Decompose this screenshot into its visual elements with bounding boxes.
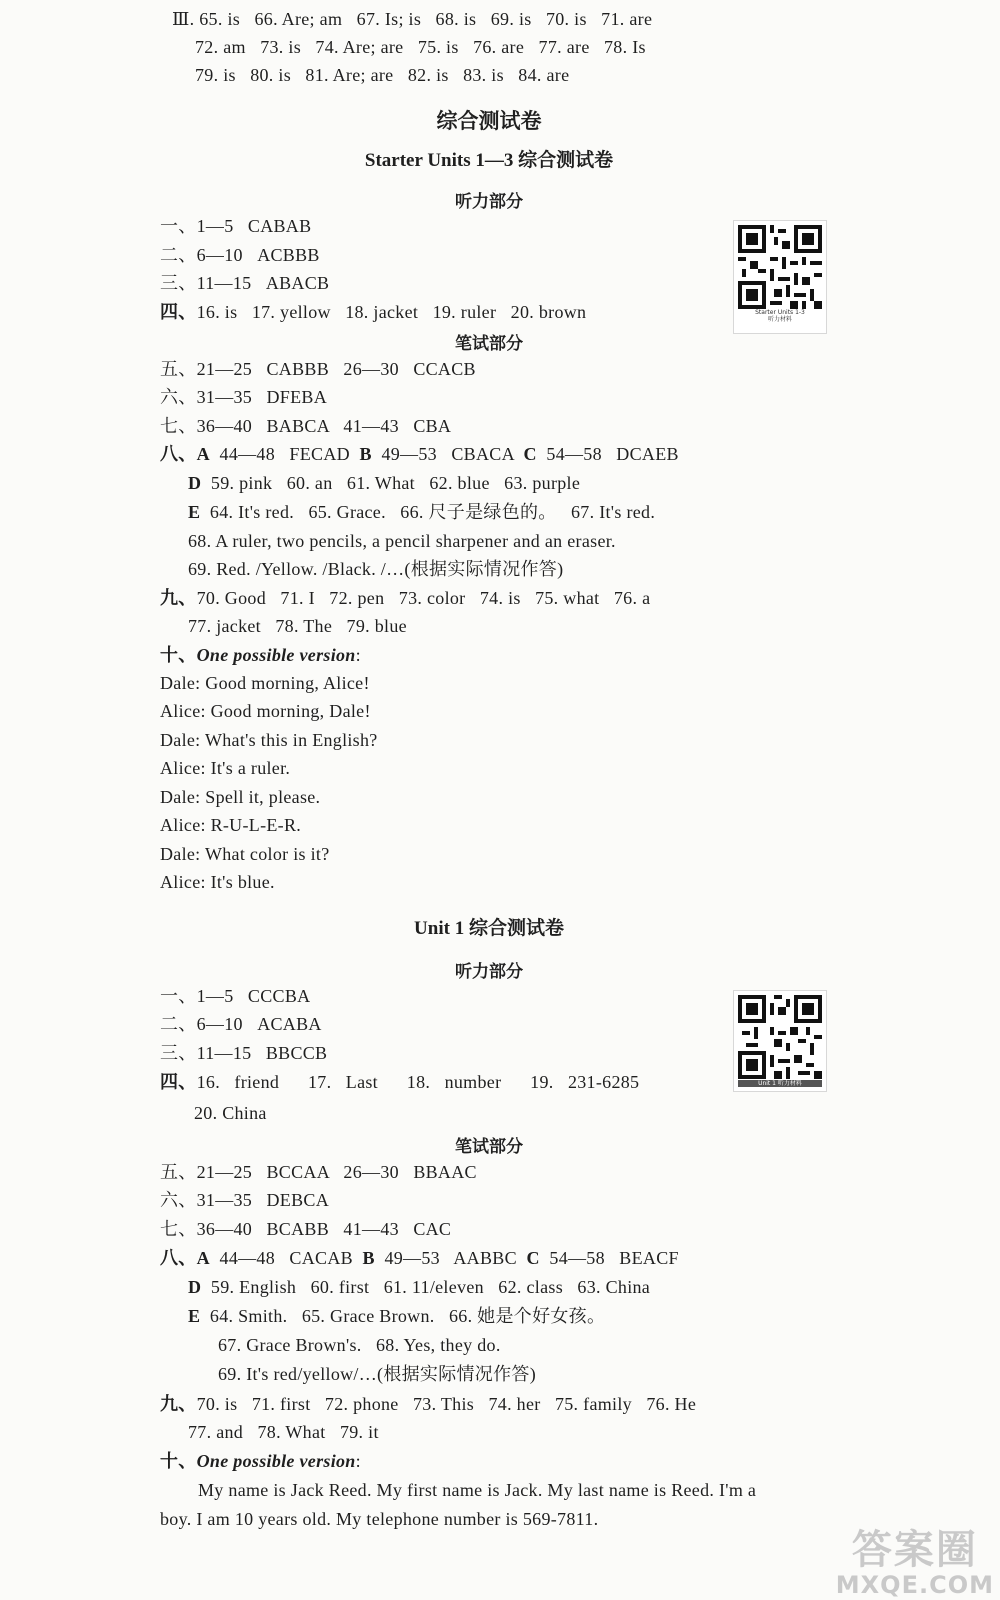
watermark-url: MXQE.COM — [835, 1571, 994, 1599]
item-number: 八、 — [160, 444, 197, 464]
answer-line: 一、1—5 CABAB — [160, 216, 312, 236]
part-label: C — [526, 1248, 540, 1268]
essay-line: My name is Jack Reed. My first name is Jack. My last name is Reed. I'm a — [198, 1480, 757, 1500]
subsection-heading: 笔试部分 — [455, 1137, 523, 1156]
answer-text: 64. Smith. 65. Grace Brown. 66. 她是个好女孩。 — [200, 1306, 606, 1326]
answer-line: 五、21—25 BCCAA 26—30 BBAAC — [160, 1162, 477, 1182]
qr-caption: 听力材料 — [767, 316, 792, 323]
item-number: 九、 — [160, 1394, 197, 1414]
part-label: B — [359, 444, 372, 464]
item-number: 十、 — [160, 1451, 197, 1471]
colon: : — [355, 1451, 361, 1471]
answer-text: 70. Good 71. I 72. pen 73. color 74. is 75. what 76. a — [196, 588, 651, 608]
answer-line — [160, 1392, 696, 1416]
colon: : — [355, 645, 361, 665]
item-number: 八、 — [160, 1248, 197, 1268]
part-label: A — [196, 444, 210, 464]
dialog-line: Alice: R-U-L-E-R. — [160, 815, 302, 835]
dialog-line: Alice: It's a ruler. — [160, 758, 291, 778]
item-number: 四、 — [160, 302, 197, 322]
answer-text: 59. pink 60. an 61. What 62. blue 63. purple — [201, 473, 581, 493]
answer-line: 二、6—10 ACABA — [160, 1014, 322, 1034]
answer-line: 20. China — [194, 1103, 267, 1123]
answer-text: 64. It's red. 65. Grace. 66. 尺子是绿色的。 67. It's red. — [200, 502, 656, 522]
item-number: 四、 — [160, 1072, 197, 1092]
answer-line — [188, 471, 580, 495]
answer-line: 七、36—40 BABCA 41—43 CBA — [160, 416, 452, 436]
answer-text: 16. is 17. yellow 18. jacket 19. ruler 20. brown — [196, 302, 587, 322]
answer-line: 68. A ruler, two pencils, a pencil sharpener and an eraser. — [188, 531, 616, 551]
watermark-text: 答案圈 — [851, 1527, 978, 1573]
dialog-line: Dale: Good morning, Alice! — [160, 673, 370, 693]
qr-code[interactable] — [733, 220, 827, 334]
answer-line — [160, 1449, 361, 1473]
qr-code[interactable] — [733, 990, 827, 1092]
answer-line — [188, 500, 655, 524]
part-label: D — [188, 473, 202, 493]
subsection-heading: 听力部分 — [455, 962, 523, 981]
answer-line — [188, 1304, 605, 1328]
answer-line: 六、31—35 DEBCA — [160, 1190, 330, 1210]
answer-line: 77. and 78. What 79. it — [188, 1422, 379, 1442]
answer-text: 16. friend 17. Last 18. number 19. 231-6285 — [196, 1072, 640, 1092]
part-label: B — [362, 1248, 375, 1268]
answer-line: 72. am 73. is 74. Are; are 75. is 76. are 77. are 78. Is — [195, 37, 646, 57]
version-label: One possible version — [196, 645, 356, 665]
answer-text: 70. is 71. first 72. phone 73. This 74. her 75. family 76. He — [196, 1394, 697, 1414]
section-title: Starter Units 1—3 综合测试卷 — [364, 150, 614, 171]
part-label: C — [523, 444, 537, 464]
answer-line: 77. jacket 78. The 79. blue — [188, 616, 407, 636]
part-label: A — [196, 1248, 210, 1268]
dialog-line: Alice: It's blue. — [160, 872, 275, 892]
answer-line — [160, 1070, 639, 1094]
answer-line: 67. Grace Brown's. 68. Yes, they do. — [218, 1335, 501, 1355]
subsection-heading: 听力部分 — [455, 192, 523, 211]
answer-line: 一、1—5 CCCBA — [160, 986, 311, 1006]
qr-caption: Unit 1 听力材料 — [738, 1080, 822, 1087]
answer-text: 49—53 AABBC — [374, 1248, 527, 1268]
subsection-heading: 笔试部分 — [455, 334, 523, 353]
answer-text: 44—48 CACAB — [209, 1248, 363, 1268]
answer-line: 三、11—15 BBCCB — [160, 1043, 328, 1063]
answer-text: 59. English 60. first 61. 11/eleven 62. class 63. China — [201, 1277, 651, 1297]
part-label: D — [188, 1277, 202, 1297]
answer-line: 三、11—15 ABACB — [160, 273, 330, 293]
answer-line — [160, 1246, 679, 1270]
section-title: Unit 1 综合测试卷 — [414, 918, 564, 939]
dialog-line: Dale: Spell it, please. — [160, 787, 321, 807]
answer-line — [160, 643, 361, 667]
answer-text: 44—48 FECAD — [209, 444, 360, 464]
answer-line: 69. Red. /Yellow. /Black. /…(根据实际情况作答) — [188, 559, 564, 579]
answer-line: 七、36—40 BCABB 41—43 CAC — [160, 1219, 452, 1239]
dialog-line: Alice: Good morning, Dale! — [160, 701, 371, 721]
answer-line: 二、6—10 ACBBB — [160, 245, 320, 265]
part-label: E — [188, 502, 201, 522]
answer-line: 六、31—35 DFEBA — [160, 387, 328, 407]
answer-line: 79. is 80. is 81. Are; are 82. is 83. is 84. are — [195, 65, 570, 85]
part-label: E — [188, 1306, 201, 1326]
qr-caption: Starter Units 1-3 — [755, 309, 805, 316]
dialog-line: Dale: What's this in English? — [160, 730, 378, 750]
answer-text: 49—53 CBACA — [371, 444, 524, 464]
answer-line: 五、21—25 CABBB 26—30 CCACB — [160, 359, 476, 379]
answer-line — [160, 300, 586, 324]
qr-pattern-icon — [738, 995, 822, 1079]
answer-line — [188, 1275, 650, 1299]
answer-line — [160, 442, 679, 466]
dialog-line: Dale: What color is it? — [160, 844, 330, 864]
item-number: 九、 — [160, 588, 197, 608]
page-title: 综合测试卷 — [436, 109, 542, 133]
qr-pattern-icon — [738, 225, 822, 309]
answer-line: 69. It's red/yellow/…(根据实际情况作答) — [218, 1364, 537, 1384]
answer-line — [160, 586, 650, 610]
answer-line: Ⅲ. 65. is 66. Are; am 67. Is; is 68. is 69. is 70. is 71. are — [172, 9, 653, 29]
essay-line: boy. I am 10 years old. My telephone number is 569-7811. — [160, 1509, 599, 1529]
answer-text: 54—58 BEACF — [539, 1248, 679, 1268]
version-label: One possible version — [196, 1451, 356, 1471]
answer-text: 54—58 DCAEB — [536, 444, 679, 464]
watermark-logo — [836, 1528, 994, 1598]
item-number: 十、 — [160, 645, 197, 665]
